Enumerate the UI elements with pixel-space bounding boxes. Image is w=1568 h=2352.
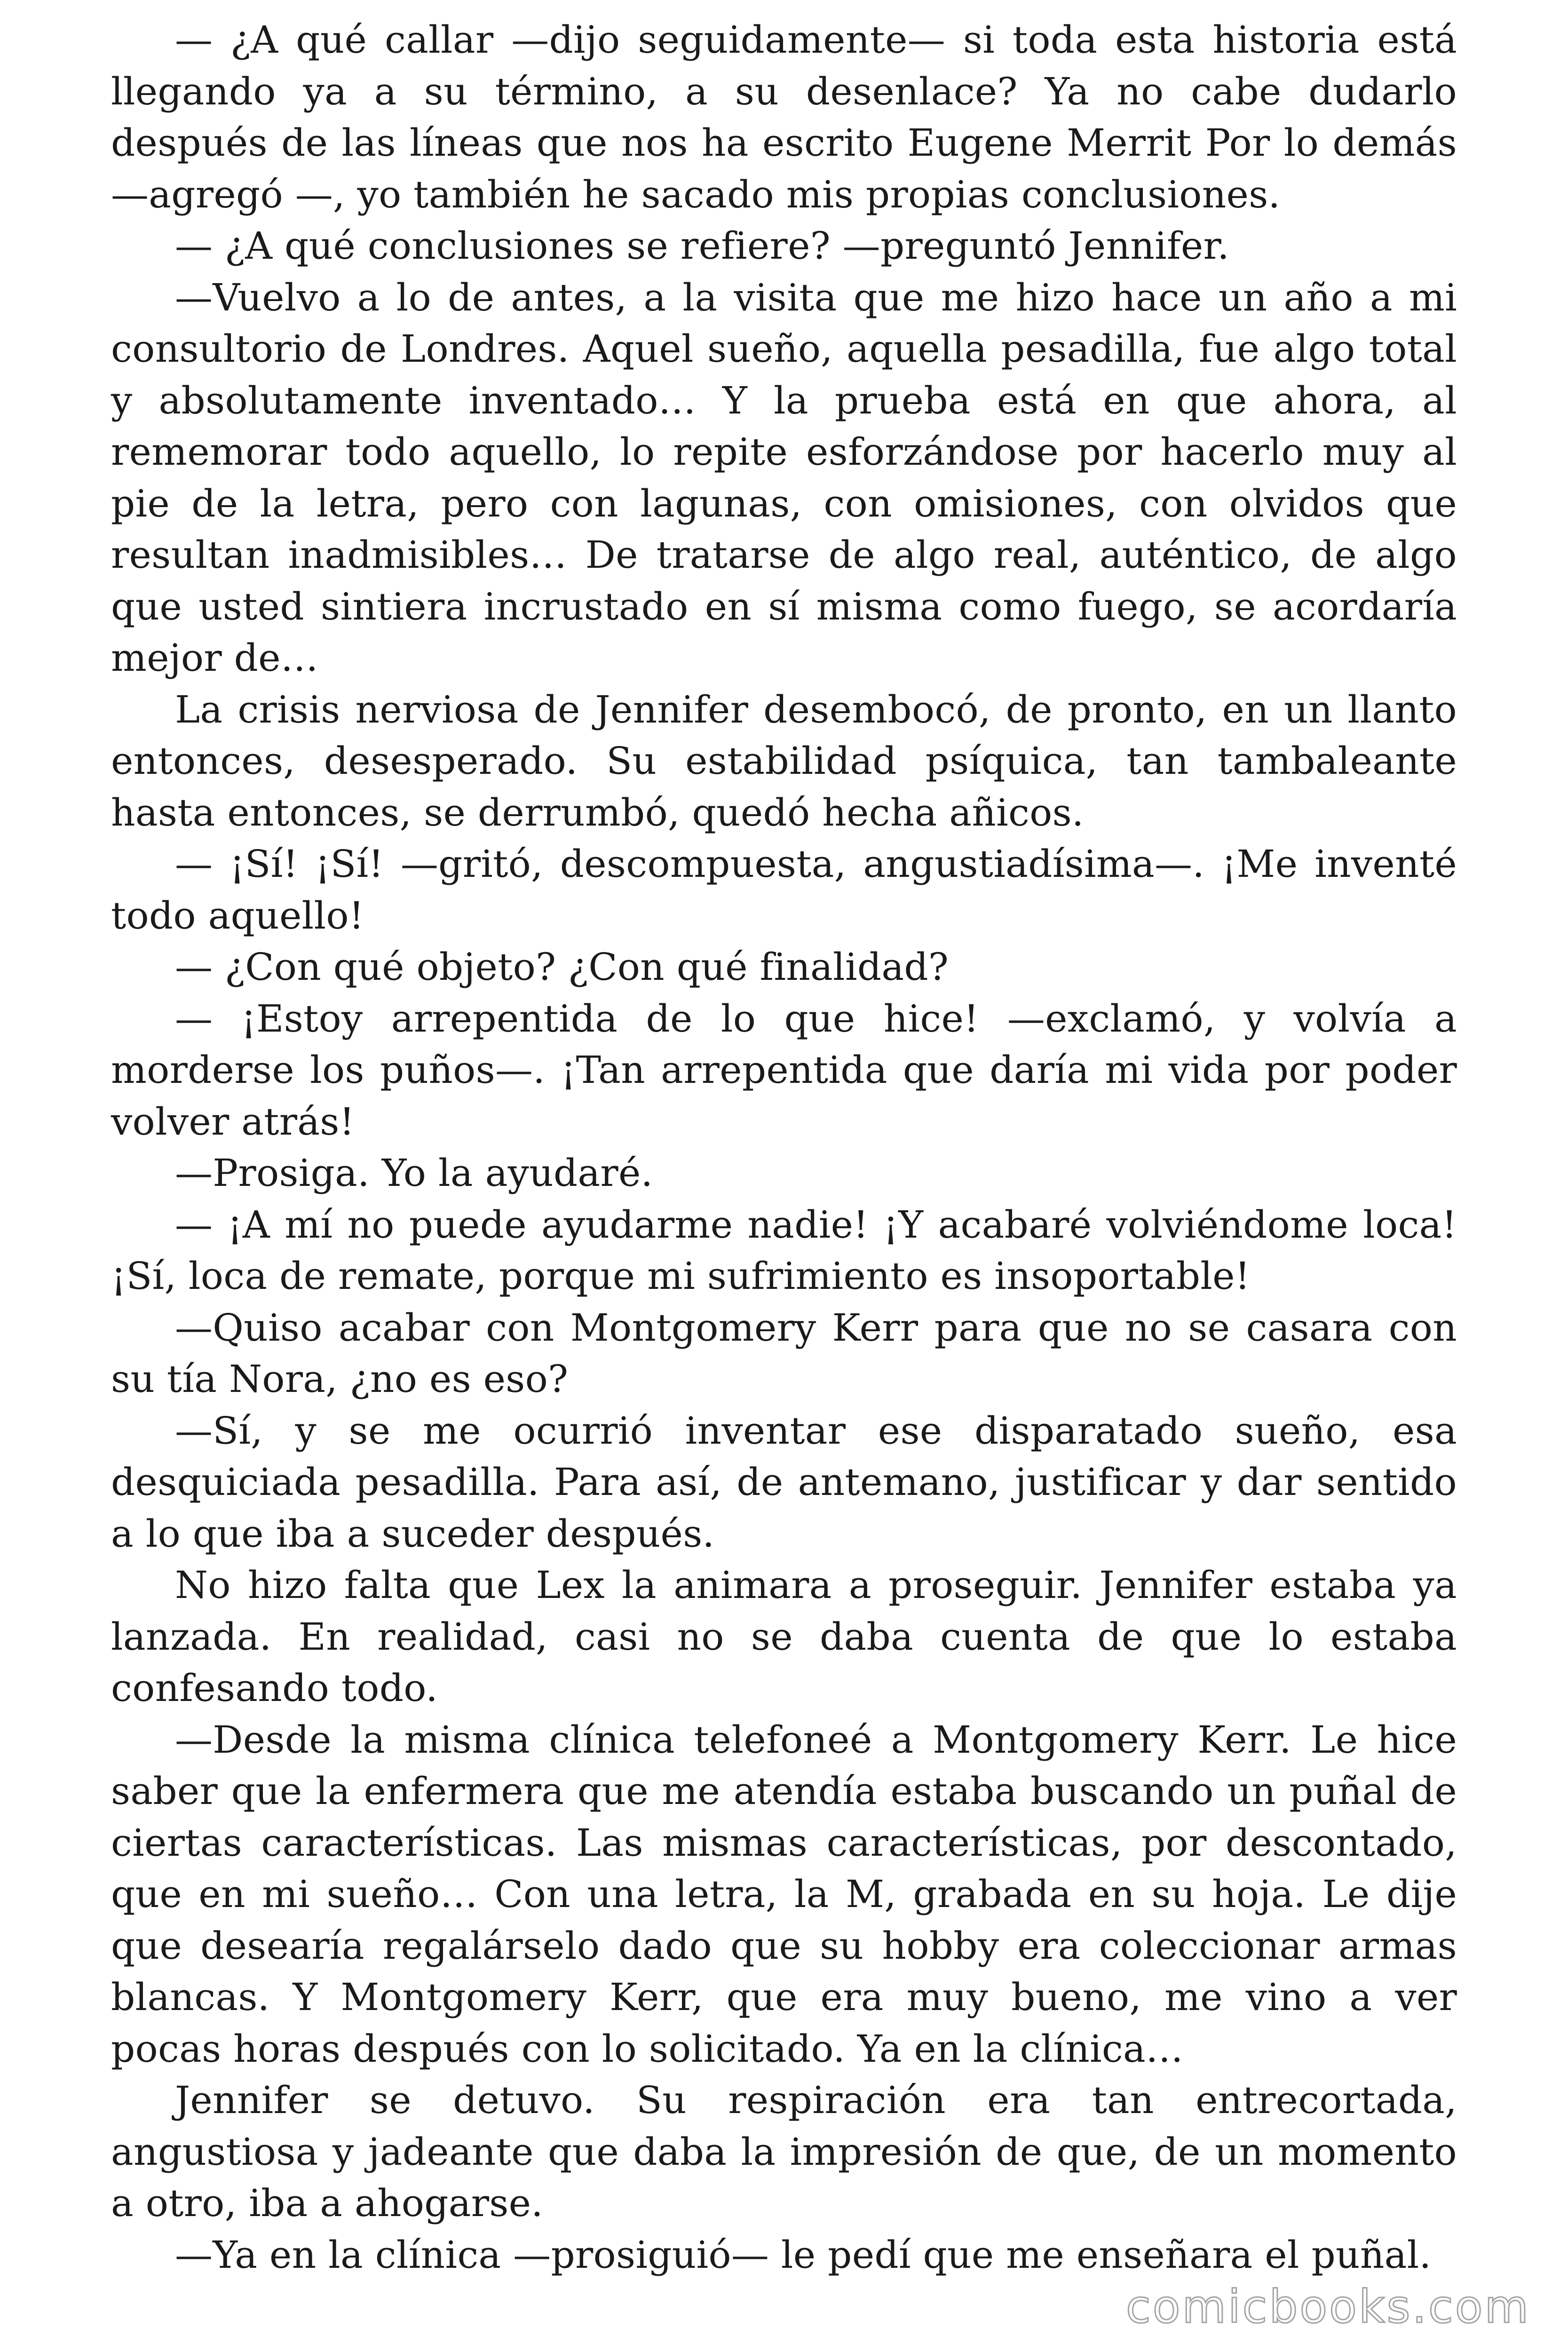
watermark: comicbooks.com — [1125, 2280, 1530, 2333]
paragraph: —Sí, y se me ocurrió inventar ese disparatado sueño, esa desquiciada pesadilla. Para así, de antemano, justificar y dar sentido a lo que iba a suceder después. — [111, 1408, 1457, 1556]
paragraph: —Quiso acabar con Montgomery Kerr para que no se casara con su tía Nora, ¿no es eso? — [111, 1305, 1457, 1401]
paragraph: Jennifer se detuvo. Su respiración era tan entrecortada, angustiosa y jadeante que daba la impresión de que, de un momento a otro, iba a ahogarse. — [111, 2078, 1457, 2225]
paragraph: — ¿Con qué objeto? ¿Con qué finalidad? — [175, 945, 949, 989]
paragraph: —Desde la misma clínica telefoneé a Montgomery Kerr. Le hice saber que la enfermera que me atendía estaba buscando un puñal de ciertas características. Las mismas características, por descontado, que en mi sueño… Con una letra, la M, grabada en su hoja. Le dije que desearía regalárselo dado que su hobby era coleccionar armas blancas. Y Montgomery Kerr, que era muy bueno, me vino a ver pocas horas después con lo solicitado. Ya en la clínica… — [111, 1717, 1457, 2071]
paragraph: No hizo falta que Lex la animara a proseguir. Jennifer estaba ya lanzada. En realidad, casi no se daba cuenta de que lo estaba confesando todo. — [111, 1563, 1457, 1710]
book-page-text — [111, 14, 1457, 2280]
paragraph: — ¿A qué conclusiones se refiere? —preguntó Jennifer. — [175, 224, 1230, 268]
paragraph: —Ya en la clínica —prosiguió— le pedí que me enseñara el puñal. — [175, 2233, 1432, 2277]
paragraph: —Vuelvo a lo de antes, a la visita que me hizo hace un año a mi consultorio de Londres. Aquel sueño, aquella pesadilla, fue algo total y absolutamente inventado… Y la prueba está en que ahora, al rememorar todo aquello, lo repite esforzándose por hacerlo muy al pie de la letra, pero con lagunas, con omisiones, con olvidos que resultan inadmisibles… De tratarse de algo real, auténtico, de algo que usted sintiera incrustado en sí misma como fuego, se acordaría mejor de… — [111, 275, 1457, 680]
paragraph: — ¿A qué callar —dijo seguidamente— si toda esta historia está llegando ya a su término, a su desenlace? Ya no cabe dudarlo después de las líneas que nos ha escrito Eugene Merrit Por lo demás —agregó —, yo también he sacado mis propias conclusiones. — [111, 18, 1457, 216]
paragraph: — ¡Sí! ¡Sí! —gritó, descompuesta, angustiadísima—. ¡Me inventé todo aquello! — [111, 842, 1457, 938]
paragraph: — ¡A mí no puede ayudarme nadie! ¡Y acabaré volviéndome loca! ¡Sí, loca de remate, porque mi sufrimiento es insoportable! — [111, 1202, 1457, 1298]
paragraph: —Prosiga. Yo la ayudaré. — [175, 1151, 653, 1195]
paragraph: La crisis nerviosa de Jennifer desembocó, de pronto, en un llanto entonces, desesperado. Su estabilidad psíquica, tan tambaleante hasta entonces, se derrumbó, quedó hecha añicos. — [111, 687, 1457, 834]
paragraph: — ¡Estoy arrepentida de lo que hice! —exclamó, y volvía a morderse los puños—. ¡Tan arrepentida que daría mi vida por poder volver atrás! — [111, 996, 1457, 1144]
